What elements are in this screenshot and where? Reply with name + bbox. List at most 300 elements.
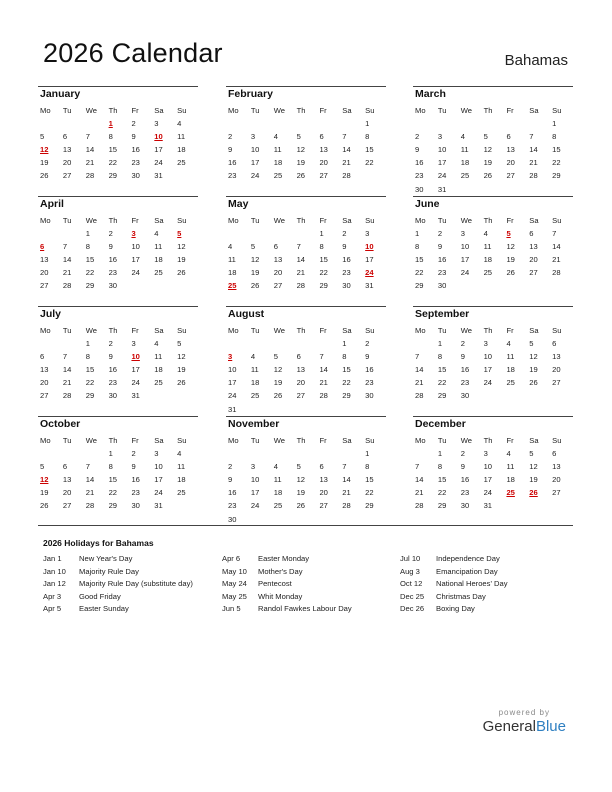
day-cell <box>317 337 340 350</box>
day-cell: 14 <box>85 475 95 485</box>
month-days <box>226 104 386 183</box>
day-cell <box>272 403 295 416</box>
day-cell: 17 <box>154 145 163 155</box>
month-header <box>38 196 198 213</box>
day-cell: 23 <box>228 171 237 181</box>
day-cell: 23 <box>460 378 470 388</box>
holiday-date: Oct 12 <box>400 579 423 589</box>
day-cell: 5 <box>273 352 278 362</box>
weekday-label: Mo <box>415 436 426 445</box>
day-cell: 8 <box>319 242 324 252</box>
weekday-label: Sa <box>154 216 164 225</box>
week-row <box>413 460 573 473</box>
weekday-label: Su <box>552 326 562 335</box>
weekday-header-row <box>413 104 573 117</box>
day-cell <box>226 337 249 350</box>
day-cell: 8 <box>437 462 443 472</box>
day-cell: 1 <box>365 119 370 129</box>
day-cell: 5 <box>529 339 534 349</box>
day-cell: 2 <box>415 132 420 142</box>
holiday-name: Pentecost <box>258 579 292 589</box>
holiday-name: Boxing Day <box>436 604 475 614</box>
day-cell: 21 <box>85 488 95 498</box>
day-cell: 27 <box>506 171 515 181</box>
holiday-date: May 10 <box>222 566 247 576</box>
week-row <box>413 376 573 389</box>
week-row <box>226 389 386 402</box>
holiday-name: Randol Fawkes Labour Day <box>258 604 352 614</box>
day-cell: 7 <box>552 229 557 239</box>
day-cell: 24 <box>250 501 260 511</box>
day-cell: 2 <box>460 339 465 349</box>
holiday-date: Jan 12 <box>43 579 66 589</box>
holiday-item <box>400 591 575 604</box>
week-row <box>38 130 198 143</box>
week-row <box>38 376 198 389</box>
day-cell: 6 <box>40 352 45 362</box>
week-row <box>226 240 386 253</box>
day-cell: 27 <box>529 268 538 278</box>
weekday-label: Fr <box>319 326 327 335</box>
day-cell: 15 <box>108 145 118 155</box>
day-cell: 10 <box>483 462 493 472</box>
day-cell: 18 <box>506 365 515 375</box>
week-row <box>38 350 198 363</box>
day-cell: 6 <box>529 229 534 239</box>
weekday-label: Th <box>483 106 493 115</box>
day-cell: 15 <box>437 475 447 485</box>
day-cell: 26 <box>483 171 493 181</box>
day-cell: 19 <box>40 488 49 498</box>
month-name: April <box>40 198 64 210</box>
day-cell: 18 <box>250 378 260 388</box>
week-row <box>413 130 573 143</box>
day-cell: 31 <box>154 501 163 511</box>
day-cell: 23 <box>415 171 424 181</box>
day-cell: 20 <box>40 378 49 388</box>
week-row <box>38 266 198 279</box>
day-cell: 27 <box>319 171 328 181</box>
day-cell: 29 <box>342 391 351 401</box>
weekday-label: Th <box>296 106 306 115</box>
weekday-label: Fr <box>131 326 139 335</box>
day-cell: 21 <box>296 268 306 278</box>
day-cell <box>84 117 107 130</box>
day-cell: 11 <box>154 352 163 362</box>
day-cell: 5 <box>250 242 256 252</box>
day-cell: 14 <box>342 475 351 485</box>
holiday-name: Majority Rule Day (substitute day) <box>79 579 193 589</box>
weekday-label: Sa <box>154 106 164 115</box>
weekday-label: Mo <box>40 106 51 115</box>
day-cell <box>527 279 550 292</box>
holiday-name: Mother's Day <box>258 566 303 576</box>
powered-by-label: powered by <box>498 708 550 717</box>
day-cell <box>249 403 272 416</box>
day-cell: 19 <box>529 475 538 485</box>
day-cell: 4 <box>154 229 159 239</box>
day-cell <box>363 513 386 526</box>
day-cell: 7 <box>85 132 90 142</box>
day-cell: 1 <box>108 449 113 459</box>
day-cell <box>61 447 84 460</box>
day-cell: 26 <box>529 378 538 388</box>
holidays-title: 2026 Holidays for Bahamas <box>43 538 154 548</box>
weekday-label: Fr <box>131 436 139 445</box>
day-cell: 31 <box>437 184 447 194</box>
day-cell: 14 <box>552 242 561 252</box>
day-cell: 23 <box>108 268 118 278</box>
month-name: May <box>228 198 249 210</box>
week-row <box>226 156 386 169</box>
week-row <box>226 403 386 416</box>
day-cell: 29 <box>108 501 118 511</box>
day-cell: 27 <box>296 391 306 401</box>
day-cell: 1 <box>365 449 370 459</box>
day-cell: 8 <box>85 242 90 252</box>
month-june <box>413 196 573 293</box>
month-days <box>413 104 573 196</box>
day-cell: 21 <box>529 158 538 168</box>
day-cell: 7 <box>415 462 420 472</box>
month-name: September <box>415 308 470 320</box>
month-name: January <box>40 88 81 100</box>
day-cell: 27 <box>273 281 283 291</box>
day-cell: 11 <box>154 242 163 252</box>
day-cell <box>272 447 295 460</box>
day-cell: 19 <box>529 365 538 375</box>
day-cell: 3 <box>365 229 370 239</box>
day-cell <box>340 447 363 460</box>
holiday-date: Apr 5 <box>43 604 62 614</box>
day-cell: 28 <box>319 391 328 401</box>
day-cell: 4 <box>154 339 159 349</box>
month-days <box>226 434 386 526</box>
day-cell: 17 <box>483 475 493 485</box>
day-cell <box>61 227 84 240</box>
day-cell: 13 <box>552 352 561 362</box>
day-cell: 12 <box>529 352 538 362</box>
day-cell: 21 <box>342 488 351 498</box>
month-days <box>413 434 573 513</box>
day-cell: 2 <box>342 229 347 239</box>
week-row <box>413 499 573 512</box>
day-cell: 26 <box>273 391 283 401</box>
holiday-day-cell: 12 <box>40 475 49 485</box>
weekday-label: Mo <box>228 326 239 335</box>
day-cell: 11 <box>506 462 515 472</box>
day-cell: 7 <box>319 352 324 362</box>
weekday-label: Su <box>365 436 375 445</box>
day-cell: 15 <box>552 145 561 155</box>
weekday-label: Th <box>483 436 493 445</box>
day-cell: 30 <box>460 391 470 401</box>
week-row <box>226 279 386 292</box>
day-cell <box>504 117 527 130</box>
day-cell: 1 <box>319 229 324 239</box>
month-days <box>38 104 198 183</box>
day-cell: 23 <box>342 268 351 278</box>
day-cell: 22 <box>415 268 424 278</box>
month-header <box>226 416 386 433</box>
day-cell: 5 <box>40 132 45 142</box>
day-cell: 6 <box>62 132 68 142</box>
month-september <box>413 306 573 403</box>
day-cell: 16 <box>108 255 118 265</box>
weekday-label: Su <box>365 326 375 335</box>
month-march <box>413 86 573 196</box>
weekday-label: Fr <box>506 106 514 115</box>
day-cell: 23 <box>365 378 374 388</box>
day-cell: 2 <box>228 132 233 142</box>
day-cell: 11 <box>506 352 515 362</box>
day-cell: 26 <box>40 501 49 511</box>
holiday-name: National Heroes' Day <box>436 579 508 589</box>
day-cell: 19 <box>273 378 283 388</box>
day-cell: 8 <box>437 352 443 362</box>
weekday-label: We <box>460 216 472 225</box>
day-cell <box>413 337 436 350</box>
day-cell: 23 <box>131 488 140 498</box>
holiday-item <box>222 553 397 566</box>
holiday-day-cell: 10 <box>131 352 140 362</box>
day-cell: 28 <box>415 391 424 401</box>
day-cell: 28 <box>342 171 351 181</box>
day-cell: 10 <box>131 242 140 252</box>
day-cell: 24 <box>437 171 447 181</box>
day-cell: 21 <box>319 378 328 388</box>
day-cell: 14 <box>85 145 95 155</box>
month-name: November <box>228 418 280 430</box>
day-cell: 25 <box>154 378 163 388</box>
week-row <box>226 513 386 526</box>
month-name: June <box>415 198 440 210</box>
day-cell: 9 <box>460 352 465 362</box>
day-cell <box>38 117 61 130</box>
day-cell: 4 <box>506 339 511 349</box>
weekday-label: Th <box>108 326 118 335</box>
month-header <box>413 196 573 213</box>
month-header <box>226 196 386 213</box>
holiday-column <box>400 553 575 616</box>
week-row <box>226 473 386 486</box>
month-name: July <box>40 308 62 320</box>
weekday-label: We <box>273 106 285 115</box>
day-cell: 26 <box>177 378 186 388</box>
day-cell: 11 <box>273 475 282 485</box>
day-cell <box>482 117 505 130</box>
day-cell: 10 <box>460 242 470 252</box>
day-cell: 21 <box>415 378 424 388</box>
day-cell: 16 <box>228 488 237 498</box>
day-cell: 11 <box>177 462 186 472</box>
holiday-day-cell: 6 <box>40 242 45 252</box>
day-cell: 22 <box>365 158 374 168</box>
day-cell: 25 <box>506 378 515 388</box>
day-cell: 18 <box>506 475 515 485</box>
week-row <box>226 376 386 389</box>
holiday-date: Dec 25 <box>400 591 425 601</box>
month-header <box>413 86 573 103</box>
holiday-item <box>222 603 397 616</box>
day-cell: 8 <box>365 132 370 142</box>
weekday-label: Th <box>296 216 306 225</box>
day-cell: 1 <box>437 449 443 459</box>
day-cell: 11 <box>483 242 492 252</box>
month-header <box>226 86 386 103</box>
week-row <box>413 350 573 363</box>
day-cell: 20 <box>319 488 328 498</box>
weekday-label: Tu <box>250 216 260 225</box>
weekday-label: Mo <box>228 216 239 225</box>
holiday-date: Jul 10 <box>400 554 421 563</box>
weekday-label: Su <box>177 436 187 445</box>
weekday-label: Th <box>483 216 493 225</box>
day-cell: 22 <box>85 268 95 278</box>
holiday-column <box>43 553 218 616</box>
day-cell: 17 <box>131 255 140 265</box>
day-cell <box>504 183 527 196</box>
month-november <box>226 416 386 526</box>
weekday-label: Th <box>108 106 118 115</box>
day-cell: 15 <box>108 475 118 485</box>
day-cell: 25 <box>250 391 260 401</box>
weekday-label: Sa <box>154 436 164 445</box>
day-cell <box>295 513 318 526</box>
holiday-item <box>222 591 397 604</box>
day-cell <box>38 447 61 460</box>
weekday-label: Tu <box>437 326 447 335</box>
day-cell: 5 <box>529 449 534 459</box>
day-cell: 10 <box>483 352 493 362</box>
day-cell: 22 <box>437 488 447 498</box>
day-cell: 26 <box>296 171 306 181</box>
day-cell: 3 <box>250 132 256 142</box>
holiday-name: Majority Rule Day <box>79 566 139 576</box>
holiday-date: May 24 <box>222 579 247 589</box>
month-days <box>226 214 386 293</box>
week-row <box>38 486 198 499</box>
day-cell: 14 <box>319 365 328 375</box>
weekday-label: Sa <box>342 216 352 225</box>
day-cell <box>249 513 272 526</box>
week-row <box>226 117 386 130</box>
weekday-label: We <box>85 106 97 115</box>
brand-name <box>483 718 566 735</box>
day-cell: 7 <box>85 462 90 472</box>
day-cell: 15 <box>85 365 95 375</box>
week-row <box>226 266 386 279</box>
day-cell: 30 <box>460 501 470 511</box>
day-cell: 9 <box>228 145 233 155</box>
day-cell: 30 <box>108 391 118 401</box>
day-cell: 16 <box>365 365 374 375</box>
day-cell: 4 <box>483 229 488 239</box>
day-cell: 3 <box>154 449 159 459</box>
holiday-name: Christmas Day <box>436 591 486 601</box>
day-cell: 26 <box>506 268 515 278</box>
weekday-label: We <box>460 326 472 335</box>
week-row <box>38 473 198 486</box>
holiday-date: Aug 3 <box>400 566 420 576</box>
weekday-label: We <box>273 326 285 335</box>
day-cell: 8 <box>552 132 557 142</box>
day-cell: 5 <box>296 132 301 142</box>
weekday-header-row <box>413 324 573 337</box>
day-cell: 2 <box>228 462 233 472</box>
holiday-name: Good Friday <box>79 591 121 601</box>
day-cell: 15 <box>365 145 374 155</box>
weekday-label: Fr <box>131 106 139 115</box>
day-cell: 21 <box>85 158 95 168</box>
week-row <box>413 253 573 266</box>
day-cell <box>152 279 175 292</box>
day-cell: 9 <box>228 475 233 485</box>
weekday-label: We <box>273 216 285 225</box>
weekday-label: Th <box>296 326 306 335</box>
weekday-label: Sa <box>342 326 352 335</box>
day-cell <box>272 117 295 130</box>
day-cell: 29 <box>85 281 95 291</box>
day-cell: 9 <box>460 462 465 472</box>
day-cell: 12 <box>177 242 186 252</box>
day-cell: 19 <box>506 255 515 265</box>
day-cell: 31 <box>483 501 493 511</box>
weekday-label: Sa <box>529 216 539 225</box>
brand-name-blue: Blue <box>535 718 566 735</box>
weekday-label: Sa <box>529 326 539 335</box>
day-cell: 17 <box>154 475 163 485</box>
day-cell: 18 <box>177 475 186 485</box>
holiday-date: May 25 <box>222 591 247 601</box>
day-cell <box>295 403 318 416</box>
holiday-item <box>222 578 397 591</box>
week-row <box>413 389 573 402</box>
holiday-date: Dec 26 <box>400 604 425 614</box>
month-header <box>226 306 386 323</box>
day-cell: 12 <box>296 475 306 485</box>
day-cell: 20 <box>319 158 328 168</box>
holiday-date: Jan 1 <box>43 554 62 563</box>
day-cell <box>363 403 386 416</box>
day-cell: 21 <box>342 158 351 168</box>
day-cell: 9 <box>131 132 136 142</box>
day-cell: 16 <box>108 365 118 375</box>
day-cell: 31 <box>228 404 237 414</box>
day-cell: 15 <box>365 475 374 485</box>
day-cell: 3 <box>460 229 465 239</box>
holiday-day-cell: 10 <box>365 242 374 252</box>
weekday-label: Th <box>108 216 118 225</box>
weekday-header-row <box>413 214 573 227</box>
month-name: October <box>40 418 81 430</box>
day-cell: 1 <box>342 339 347 349</box>
day-cell: 14 <box>62 255 72 265</box>
day-cell: 12 <box>296 145 306 155</box>
day-cell <box>295 447 318 460</box>
day-cell: 9 <box>108 352 113 362</box>
day-cell: 30 <box>437 281 447 291</box>
holiday-name: New Year's Day <box>79 554 133 563</box>
day-cell: 4 <box>177 119 182 129</box>
day-cell: 2 <box>365 339 370 349</box>
day-cell: 11 <box>460 145 469 155</box>
week-row <box>226 337 386 350</box>
day-cell: 16 <box>415 158 424 168</box>
weekday-label: Fr <box>506 436 514 445</box>
day-cell: 15 <box>437 365 447 375</box>
day-cell <box>84 447 107 460</box>
